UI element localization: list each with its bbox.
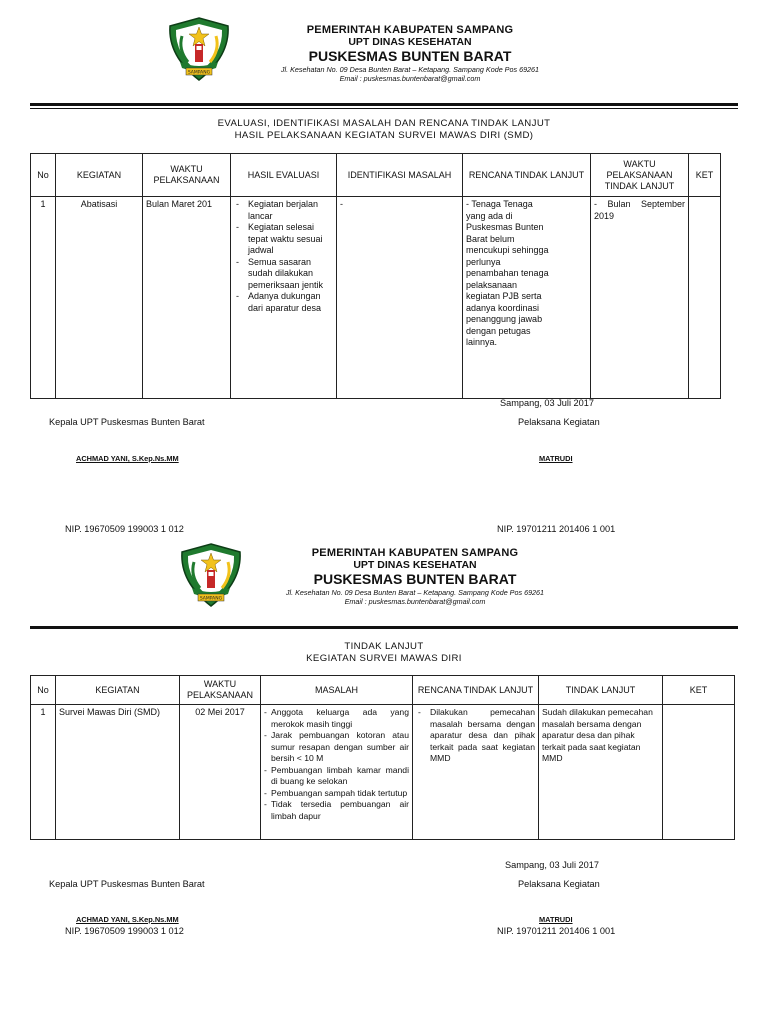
doc1-title-line2: HASIL PELAKSANAAN KEGIATAN SURVEI MAWAS DIRI (SMD) bbox=[234, 130, 534, 141]
doc1-left-role: Kepala UPT Puskesmas Bunten Barat bbox=[49, 417, 205, 427]
cell-no: 1 bbox=[31, 197, 56, 399]
doc2-place-date: Sampang, 03 Juli 2017 bbox=[505, 860, 599, 870]
doc2-right-name: MATRUDI bbox=[539, 915, 573, 924]
cell-tindak: Sudah dilakukan pemecahan masalah bersama dengan aparatur desa dan pihak terkait pada saat kegiatan MMD bbox=[539, 705, 663, 840]
letterhead-address: Jl. Kesehatan No. 09 Desa Bunten Barat – Ketapang. Sampang Kode Pos 69261 bbox=[280, 65, 540, 74]
cell-no: 1 bbox=[31, 705, 56, 840]
doc1-right-role: Pelaksana Kegiatan bbox=[518, 417, 600, 427]
letterhead-2 bbox=[255, 547, 575, 606]
cell-rencana bbox=[413, 705, 539, 840]
letterhead-divider bbox=[30, 103, 738, 106]
hasil-item: - Kegiatan selesai tepat waktu sesuai jadwal bbox=[234, 222, 327, 257]
header-no: No bbox=[31, 676, 56, 705]
header-identifikasi: IDENTIFIKASI MASALAH bbox=[337, 154, 463, 197]
letterhead-government: PEMERINTAH KABUPATEN SAMPANG bbox=[306, 24, 514, 36]
letterhead-department: UPT DINAS KESEHATAN bbox=[348, 36, 472, 48]
header-hasil: HASIL EVALUASI bbox=[231, 154, 337, 197]
doc1-left-nip: NIP. 19670509 199003 1 012 bbox=[65, 524, 184, 534]
doc2-left-nip: NIP. 19670509 199003 1 012 bbox=[65, 926, 184, 936]
letterhead-1 bbox=[250, 24, 570, 83]
cell-masalah bbox=[261, 705, 413, 840]
header-tindak: TINDAK LANJUT bbox=[539, 676, 663, 705]
doc2-left-role: Kepala UPT Puskesmas Bunten Barat bbox=[49, 879, 205, 889]
doc1-place-date: Sampang, 03 Juli 2017 bbox=[500, 398, 594, 408]
header-waktu: WAKTU PELAKSANAAN bbox=[143, 154, 231, 197]
table-header-row bbox=[31, 676, 735, 705]
header-ket: KET bbox=[663, 676, 735, 705]
doc2-left-name: ACHMAD YANI, S.Kep.Ns.MM bbox=[76, 915, 179, 924]
cell-waktu-tl: - Bulan September 2019 bbox=[591, 197, 689, 399]
letterhead-department: UPT DINAS KESEHATAN bbox=[353, 559, 477, 571]
doc1-right-nip: NIP. 19701211 201406 1 001 bbox=[497, 524, 616, 534]
header-waktu-tl: WAKTU PELAKSANAAN TINDAK LANJUT bbox=[591, 154, 689, 197]
follow-up-table bbox=[30, 675, 735, 840]
doc2-right-nip: NIP. 19701211 201406 1 001 bbox=[497, 926, 616, 936]
header-no: No bbox=[31, 154, 56, 197]
header-kegiatan: KEGIATAN bbox=[56, 154, 143, 197]
letterhead-institution: PUSKESMAS BUNTEN BARAT bbox=[308, 48, 512, 64]
cell-identifikasi: - bbox=[337, 197, 463, 399]
masalah-item: - Tidak tersedia pembuangan air limbah dapur bbox=[264, 799, 409, 822]
hasil-item: - Semua sasaran sudah dilakukan pemeriksaan jentik bbox=[234, 257, 327, 292]
header-waktu: WAKTU PELAKSANAAN bbox=[180, 676, 261, 705]
evaluation-table bbox=[30, 153, 721, 399]
cell-ket bbox=[689, 197, 721, 399]
doc1-title bbox=[0, 118, 768, 142]
doc1-title-line1: EVALUASI, IDENTIFIKASI MASALAH DAN RENCANA TINDAK LANJUT bbox=[217, 118, 551, 129]
header-masalah: MASALAH bbox=[261, 676, 413, 705]
doc2-title bbox=[0, 641, 768, 665]
rencana-item: - Dilakukan pemecahan masalah bersama dengan aparatur desa dan pihak terkait pada saat kegiatan MMD bbox=[416, 707, 535, 765]
doc2-right-role: Pelaksana Kegiatan bbox=[518, 879, 600, 889]
cell-waktu: 02 Mei 2017 bbox=[180, 705, 261, 840]
masalah-item: - Pembuangan sampah tidak tertutup bbox=[264, 788, 409, 800]
letterhead-address: Jl. Kesehatan No. 09 Desa Bunten Barat – Ketapang. Sampang Kode Pos 69261 bbox=[285, 588, 545, 597]
hasil-item: - Adanya dukungan dari aparatur desa bbox=[234, 291, 327, 314]
table-row bbox=[31, 197, 721, 399]
header-ket: KET bbox=[689, 154, 721, 197]
letterhead-government: PEMERINTAH KABUPATEN SAMPANG bbox=[311, 547, 519, 559]
cell-rencana: - Tenaga Tenaga yang ada di Puskesmas Bunten Barat belum mencukupi sehingga perlunya penambahan tenaga pelaksanaan kegiatan PJB serta adanya koordinasi penanggung jawab dengan petugas lainnya. bbox=[463, 197, 591, 399]
doc2-title-line2: KEGIATAN SURVEI MAWAS DIRI bbox=[306, 653, 462, 664]
cell-kegiatan: Survei Mawas Diri (SMD) bbox=[56, 705, 180, 840]
letterhead-email: Email : puskesmas.buntenbarat@gmail.com bbox=[344, 597, 486, 606]
masalah-item: - Anggota keluarga ada yang merokok masih tinggi bbox=[264, 707, 409, 730]
header-rencana: RENCANA TINDAK LANJUT bbox=[463, 154, 591, 197]
masalah-item: - Jarak pembuangan kotoran atau sumur resapan dengan sumber air bersih < 10 M bbox=[264, 730, 409, 765]
header-rencana: RENCANA TINDAK LANJUT bbox=[413, 676, 539, 705]
logo-motto: SAMPANG bbox=[187, 70, 211, 76]
letterhead-email: Email : puskesmas.buntenbarat@gmail.com bbox=[339, 74, 481, 83]
table-header-row bbox=[31, 154, 721, 197]
letterhead-institution: PUSKESMAS BUNTEN BARAT bbox=[313, 571, 517, 587]
cell-kegiatan: Abatisasi bbox=[56, 197, 143, 399]
regency-logo bbox=[166, 16, 232, 82]
letterhead-divider bbox=[30, 626, 738, 629]
cell-waktu: Bulan Maret 201 bbox=[143, 197, 231, 399]
logo-motto: SAMPANG bbox=[199, 596, 223, 602]
doc1-left-name: ACHMAD YANI, S.Kep.Ns.MM bbox=[76, 454, 179, 463]
masalah-item: - Pembuangan limbah kamar mandi di buang ke selokan bbox=[264, 765, 409, 788]
hasil-item: - Kegiatan berjalan lancar bbox=[234, 199, 327, 222]
regency-logo bbox=[178, 542, 244, 608]
letterhead-divider-thin bbox=[30, 108, 738, 109]
doc1-right-name: MATRUDI bbox=[539, 454, 573, 463]
cell-hasil bbox=[231, 197, 337, 399]
header-kegiatan: KEGIATAN bbox=[56, 676, 180, 705]
table-row bbox=[31, 705, 735, 840]
cell-ket bbox=[663, 705, 735, 840]
doc2-title-line1: TINDAK LANJUT bbox=[344, 641, 424, 652]
